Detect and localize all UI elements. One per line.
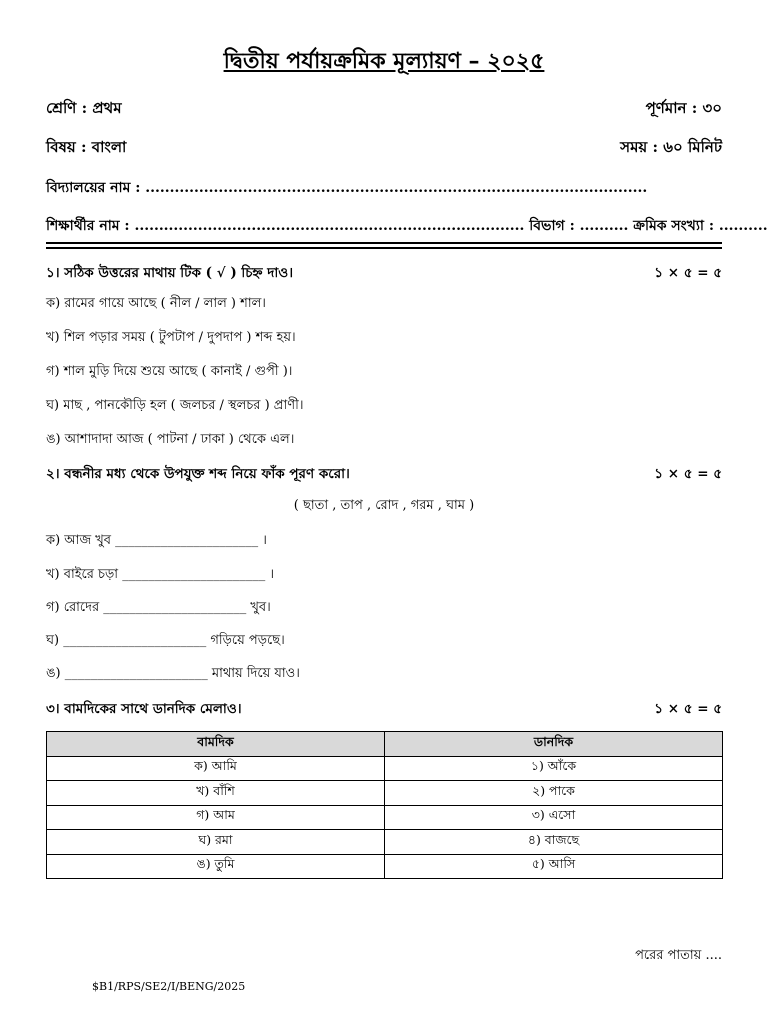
right-cell: ১) আঁকে: [385, 756, 723, 781]
q1-marks: ১ × ৫ = ৫: [654, 265, 722, 281]
q1-item: খ) শিল পড়ার সময় ( টুপটাপ / দুপদাপ ) শব্দ হয়।: [46, 330, 296, 345]
q3-marks: ১ × ৫ = ৫: [654, 701, 722, 717]
header-rule-top: [46, 242, 722, 244]
page-title: দ্বিতীয় পর্যায়ক্রমিক মূল্যায়ণ – ২০২৫: [223, 48, 545, 74]
col-right-header: ডানদিক: [385, 732, 723, 757]
right-cell: ৩) এসো: [385, 805, 723, 830]
q2-item: ঘ) ______________________ গড়িয়ে পড়ছে।: [46, 633, 285, 648]
q2-item: গ) রোদের ______________________ খুব।: [46, 600, 271, 615]
left-cell: ঙ) তুমি: [47, 854, 385, 879]
next-page-note: পরের পাতায় ....: [635, 948, 722, 963]
time-label: সময় : ৬০ মিনিট: [620, 138, 722, 156]
class-label: শ্রেণি : প্রথম: [46, 99, 122, 117]
full-marks: পূর্ণমান : ৩০: [645, 99, 722, 117]
q3-heading: ৩। বামদিকের সাথে ডানদিক মেলাও।: [46, 701, 242, 717]
right-cell: ৫) আসি: [385, 854, 723, 879]
right-cell: ২) পাকে: [385, 781, 723, 806]
right-cell: ৪) বাজছে: [385, 830, 723, 855]
table-row: [47, 781, 723, 806]
student-info-line: শিক্ষার্থীর নাম : ................................................................................ বিভাগ : .......... ক্রমিক সংখ্যা : ..........: [46, 218, 768, 234]
q2-marks: ১ × ৫ = ৫: [654, 466, 722, 482]
header-rule-bottom: [46, 247, 722, 249]
match-table: [46, 731, 723, 879]
q2-word-options: ( ছাতা , তাপ , রোদ , গরম , ঘাম ): [293, 498, 475, 513]
q1-item: ঙ) আশাদাদা আজ ( পাটনা / ঢাকা ) থেকে এল।: [46, 432, 295, 447]
document-code: $B1/RPS/SE2/I/BENG/2025: [92, 980, 246, 993]
col-left-header: বামদিক: [47, 732, 385, 757]
table-row: [47, 756, 723, 781]
q1-item: ক) রামের গায়ে আছে ( নীল / লাল ) শাল।: [46, 296, 266, 311]
q2-item: ঙ) ______________________ মাথায় দিয়ে যাও।: [46, 666, 300, 681]
table-row: [47, 805, 723, 830]
q1-item: ঘ) মাছ , পানকৌড়ি হল ( জলচর / স্থলচর ) প্রাণী।: [46, 398, 304, 413]
q2-heading: ২। বন্ধনীর মধ্য থেকে উপযুক্ত শব্দ নিয়ে ফাঁক পূরণ করো।: [46, 466, 350, 482]
subject-label: বিষয় : বাংলা: [46, 138, 127, 156]
left-cell: ঘ) রমা: [47, 830, 385, 855]
table-row: [47, 854, 723, 879]
q1-heading: ১। সঠিক উত্তরের মাথায় টিক ( √ ) চিহ্ন দাও।: [46, 265, 294, 281]
match-table-header: [47, 732, 723, 757]
left-cell: গ) আম: [47, 805, 385, 830]
q2-item: খ) বাইরে চড়া ______________________ ।: [46, 567, 274, 582]
left-cell: ক) আমি: [47, 756, 385, 781]
q2-item: ক) আজ খুব ______________________ ।: [46, 533, 267, 548]
q1-item: গ) শাল মুড়ি দিয়ে শুয়ে আছে ( কানাই / গুপী )।: [46, 364, 293, 379]
left-cell: খ) বাঁশি: [47, 781, 385, 806]
school-name-line: বিদ্যালয়ের নাম : .......................................................................................................: [46, 180, 648, 196]
table-row: [47, 830, 723, 855]
